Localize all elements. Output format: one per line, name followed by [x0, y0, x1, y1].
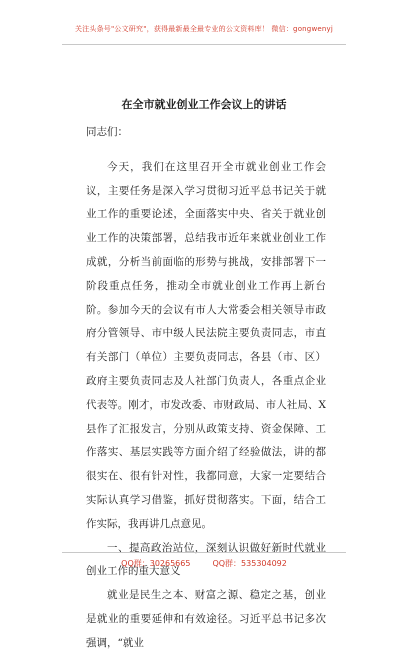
footer-contacts [0, 558, 408, 569]
footer-divider [62, 552, 346, 553]
header-divider [62, 44, 346, 45]
section-heading-1: 一、提高政治站位，深刻认识做好新时代就业创业工作的重大意义 [86, 541, 326, 578]
header-banner: 关注头条号"公文研究"，获得最新最全最专业的公文资料库！ 微信：gongwenyj [74, 25, 334, 33]
document-body [86, 121, 326, 656]
document-title: 在全市就业创业工作会议上的讲话 [121, 98, 287, 111]
footer-qq-group-1: QQ群：30265665 [121, 559, 191, 568]
paragraph-intro: 今天，我们在这里召开全市就业创业工作会议，主要任务是深入学习贯彻习近平总书记关于就业工作的重要论述，全面落实中央、省关于就业创业工作的决策部署，总结我市近年来就业创业工作成就，分析当前面临的形势与挑战，安排部署下一阶段重点任务，推动全市就业创业工作再上新台阶。参加今天的会议有市人大常委会相关领导市政府分管领导、市中级人民法院主要负责同志，市直有关部门（单位）主要负责同志，各县（市、区）政府主要负责同志及人社部门负责人，各重点企业代表等。刚才，市发改委、市财政局、市人社局、X县作了汇报发言，分别从政策支持、资金保障、工作落实、基层实践等方面介绍了经验做法，讲的都很实在、很有针对性，我都同意，大家一定要结合实际认真学习借鉴，抓好贯彻落实。下面，结合工作实际，我再讲几点意见。 [86, 160, 326, 530]
salutation: 同志们： [86, 126, 128, 138]
footer-qq-group-2: QQ群：535304092 [212, 559, 287, 568]
paragraph-section-1: 就业是民生之本、财富之源、稳定之基，创业是就业的重要延伸和有效途径。习近平总书记多次强调，“就业 [86, 589, 326, 649]
